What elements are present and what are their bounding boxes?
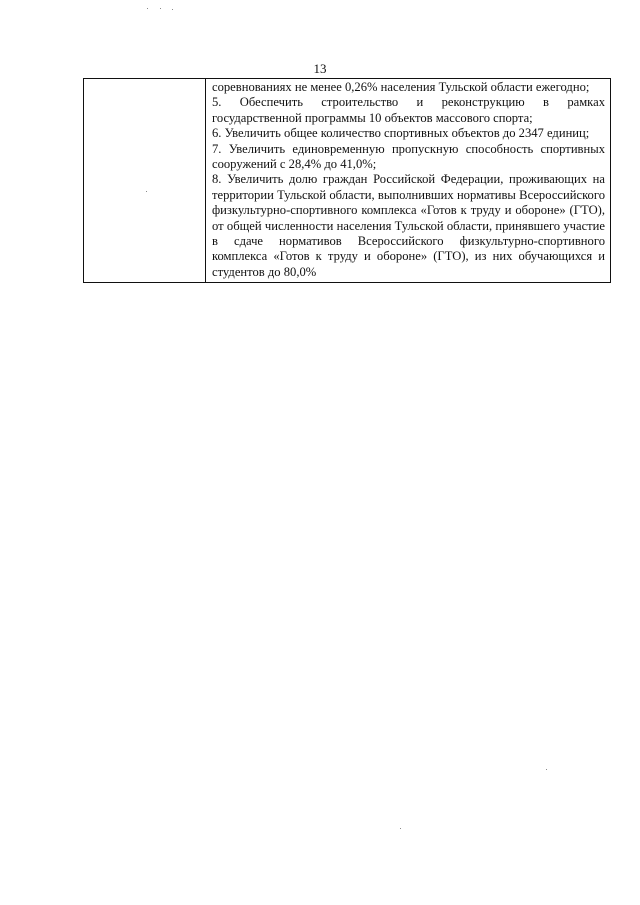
paragraph-participation: соревнованиях не менее 0,26% населения Тульской области ежегодно; [212,80,590,94]
table-cell-right [206,79,611,283]
scan-speck [160,8,161,9]
scan-speck [146,191,147,192]
paragraph-item-5: 5. Обеспечить строительство и реконструкцию в рамках государственной программы 10 объектов массового спорта; [212,95,605,125]
table-row [84,79,611,283]
document-table [83,78,611,283]
scan-speck [172,9,173,10]
cell-text [206,79,610,282]
paragraph-item-6: 6. Увеличить общее количество спортивных объектов до 2347 единиц; [212,126,590,141]
paragraph-item-7: 7. Увеличить единовременную пропускную способность спортивных сооружений с 28,4% до 41,0%; [212,141,605,172]
scan-speck [400,828,401,829]
page-number: 13 [313,61,327,76]
paragraph-item-8: 8. Увеличить долю граждан Российской Федерации, проживающих на территории Тульской области, выполнивших нормативы Всероссийского физкультурно-спортивного комплекса «Готов к труду и обороне» (ГТО), от общей численности населения Тульской области, принявшего участие в сдаче нормативов Всероссийского физкультурно-спортивного комплекса «Готов к труду и обороне» (ГТО), из них обучающихся и студентов до 80,0% [212,172,605,279]
table-cell-left [84,79,206,283]
scan-speck [546,769,547,770]
scan-speck [147,8,148,9]
